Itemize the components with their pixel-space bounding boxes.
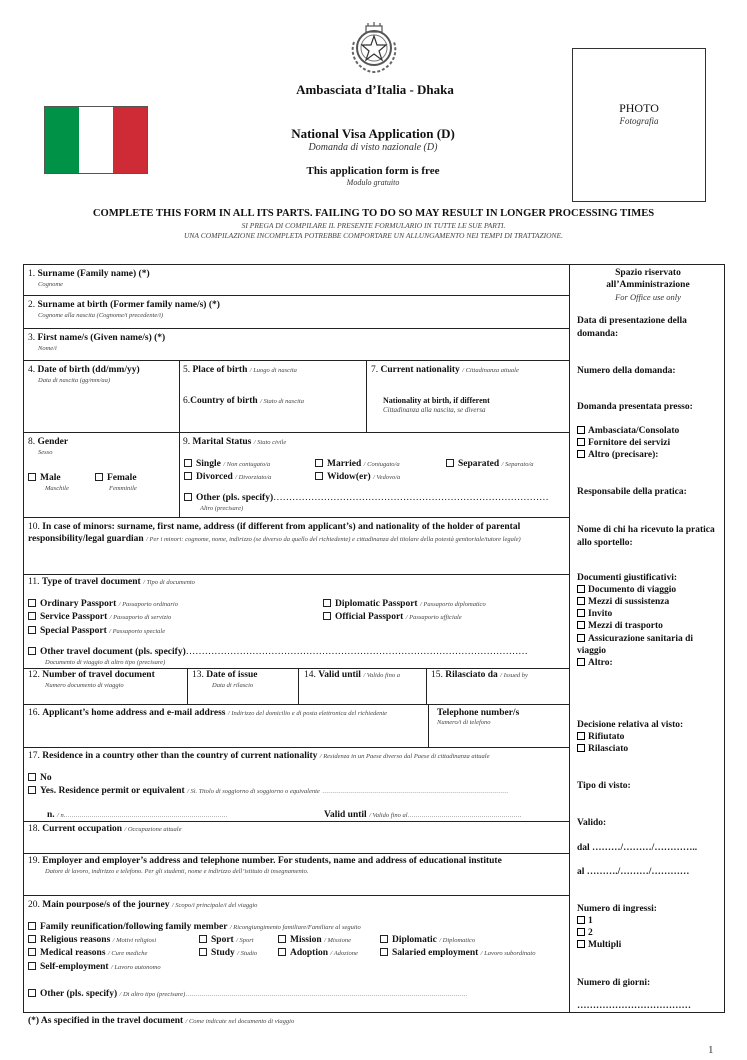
sidebar-doc3-option[interactable]: Invito xyxy=(577,609,612,619)
sidebar-title-en: For Office use only xyxy=(615,292,681,302)
male-checkbox[interactable] xyxy=(28,473,36,481)
embassy-title: Ambasciata d’Italia - Dhaka xyxy=(296,82,454,97)
free-note-it: Modulo gratuito xyxy=(346,178,400,187)
notice-it-1: SI PREGA DI COMPILARE IL PRESENTE FORMULARIO IN TUTTE LE SUE PARTI. xyxy=(241,221,506,230)
sidebar-entry-multi-option[interactable]: Multipli xyxy=(577,940,621,950)
sidebar-embassy-option[interactable]: Ambasciata/Consolato xyxy=(577,426,679,436)
marital-other-checkbox[interactable] xyxy=(184,493,192,501)
form-title-it: Domanda di visto nazionale (D) xyxy=(308,142,438,153)
field-issued-by[interactable]: 15. Rilasciato da / Issued by xyxy=(431,670,528,680)
doc-special-option[interactable]: Special Passport / Passaporto speciale xyxy=(28,626,165,636)
sidebar-refused-checkbox[interactable] xyxy=(577,732,585,740)
sidebar-doc6-checkbox[interactable] xyxy=(577,658,585,666)
field-surname-it: Cognome xyxy=(38,281,63,288)
diplomatic-checkbox[interactable] xyxy=(380,935,388,943)
italian-flag xyxy=(44,106,148,174)
photo-box xyxy=(572,48,706,202)
field-country-of-birth[interactable]: 6.Country of birth / Stato di nascita xyxy=(183,396,304,406)
adoption-checkbox[interactable] xyxy=(278,948,286,956)
doc-official-option[interactable]: Official Passport / Passaporto ufficiale xyxy=(323,612,462,622)
field-date-of-issue-it: Data di rilascio xyxy=(212,682,254,689)
notice-it-2: UNA COMPILAZIONE INCOMPLETA POTREBBE COMPORTARE UN ALLUNGAMENTO NEI TEMPI DI TRATTAZIONE. xyxy=(184,231,563,240)
doc-service-option[interactable]: Service Passport / Passaporto di servizio xyxy=(28,612,171,622)
service-checkbox[interactable] xyxy=(28,612,36,620)
field-valid-until[interactable]: 14. Valid until / Valido fino a xyxy=(304,670,400,680)
sidebar-valid-from[interactable]: dal ………/………/………….. xyxy=(577,843,698,853)
doc-diplomatic-option[interactable]: Diplomatic Passport / Passaporto diplomatico xyxy=(323,599,486,609)
sidebar-number: Numero della domanda: xyxy=(577,366,676,376)
sidebar-decision: Decisione relativa al visto: xyxy=(577,720,684,730)
sport-checkbox[interactable] xyxy=(199,935,207,943)
religious-checkbox[interactable] xyxy=(28,935,36,943)
field-employer[interactable]: 19. Employer and employer’s address and telephone number. For students, name and address of educational institute xyxy=(28,856,502,866)
footnote: (*) As specified in the travel document / Come indicate nel documento di viaggio xyxy=(28,1016,295,1026)
marital-widow-option[interactable]: Widow(er) / Vedovo/a xyxy=(315,472,400,482)
purpose-mission-option[interactable]: Mission / Missione xyxy=(278,935,351,945)
field-travel-doc-number[interactable]: 12. Number of travel document xyxy=(28,670,155,680)
diplomatic-passport-checkbox[interactable] xyxy=(323,599,331,607)
residence-no-checkbox[interactable] xyxy=(28,773,36,781)
field-home-address[interactable]: 16. Applicant’s home address and e-mail address / Indirizzo del domicilio e di posta elettronica del richiedente xyxy=(28,708,388,718)
purpose-other-option[interactable]: Other (pls. specify) / Di altro tipo (precisare)…………………………………………………………………………………………………………………………… xyxy=(28,989,564,999)
sidebar-valid: Valido: xyxy=(577,818,607,828)
sidebar-title-2: all’Amministrazione xyxy=(606,280,690,290)
residence-permit-valid-until[interactable]: Valid until / Valido fino al………………………………………………… xyxy=(324,810,522,820)
field-residence-other-country: 17. Residence in a country other than the country of current nationality / Residenza in un Paese diverso dal Paese di cittadinanza attuale xyxy=(28,751,490,761)
sidebar-doc2-option[interactable]: Mezzi di sussistenza xyxy=(577,597,669,607)
sidebar-entries: Numero di ingressi: xyxy=(577,904,657,914)
photo-label-it: Fotografia xyxy=(619,116,659,126)
field-purpose: 20. Main pourpose/s of the journey / Scopo/i principale/i del viaggio xyxy=(28,900,258,910)
sidebar-provider-option[interactable]: Fornitore dei servizi xyxy=(577,438,670,448)
sidebar-refused-option[interactable]: Rifiutato xyxy=(577,732,624,742)
photo-label: PHOTO xyxy=(619,101,659,115)
female-checkbox[interactable] xyxy=(95,473,103,481)
official-checkbox[interactable] xyxy=(323,612,331,620)
sidebar-title-1: Spazio riservato xyxy=(615,268,681,278)
residence-no-option[interactable]: No xyxy=(28,773,52,783)
purpose-religious-option[interactable]: Religious reasons / Motivi religiosi xyxy=(28,935,156,945)
purpose-diplomatic-option[interactable]: Diplomatic / Diplomatico xyxy=(380,935,475,945)
male-it: Maschile xyxy=(45,485,69,492)
field-minors-guardian[interactable]: 10. In case of minors: surname, first name, address (if different from applicant’s) and nationality of the holder of parental responsibility/legal guardian / Per i minori: cognome, nome, indirizzo (se diverso da quello del richiedente) e cittadinanza del titolare della potestà genitoriale/tutore legale) xyxy=(28,522,521,544)
purpose-sport-option[interactable]: Sport / Sport xyxy=(199,935,254,945)
sidebar-visa-type: Tipo di visto: xyxy=(577,781,631,791)
sidebar-entry-1-checkbox[interactable] xyxy=(577,916,585,924)
ordinary-checkbox[interactable] xyxy=(28,599,36,607)
field-nationality-at-birth[interactable]: Nationality at birth, if different xyxy=(383,396,490,405)
notice-main: COMPLETE THIS FORM IN ALL ITS PARTS. FAILING TO DO SO MAY RESULT IN LONGER PROCESSING TIMES xyxy=(92,208,655,219)
mission-checkbox[interactable] xyxy=(278,935,286,943)
purpose-other-checkbox[interactable] xyxy=(28,989,36,997)
field-marital-status: 9. Marital Status / Stato civile xyxy=(183,437,287,447)
purpose-study-option[interactable]: Study / Studio xyxy=(199,948,257,958)
doc-other-checkbox[interactable] xyxy=(28,647,36,655)
purpose-medical-option[interactable]: Medical reasons / Cure mediche xyxy=(28,948,147,958)
married-checkbox[interactable] xyxy=(315,459,323,467)
field-current-nationality[interactable]: 7. Current nationality / Cittadinanza attuale xyxy=(371,365,519,375)
purpose-self-employment-option[interactable]: Self-employment / Lavoro autonomo xyxy=(28,962,161,972)
residence-yes-checkbox[interactable] xyxy=(28,786,36,794)
purpose-family-option[interactable]: Family reunification/following family member / Ricongiungimento familiare/Familiare al seguito xyxy=(28,922,361,932)
form-title: National Visa Application (D) xyxy=(291,126,455,141)
field-first-names-it: Nome/i xyxy=(38,345,57,352)
sidebar-doc4-checkbox[interactable] xyxy=(577,621,585,629)
sidebar-days-input[interactable]: ……………………………… xyxy=(577,1001,691,1011)
field-date-of-issue[interactable]: 13. Date of issue xyxy=(192,670,258,680)
marital-divorced-option[interactable]: Divorced / Divorziato/a xyxy=(184,472,271,482)
marital-married-option[interactable]: Married / Coniugato/a xyxy=(315,459,400,469)
field-date-of-birth-it: Data di nascita (gg/mm/aa) xyxy=(38,377,111,384)
sidebar-issued-checkbox[interactable] xyxy=(577,744,585,752)
sidebar-entry-1-option[interactable]: 1 xyxy=(577,916,593,926)
purpose-salaried-option[interactable]: Salaried employment / Lavoro subordinato xyxy=(380,948,535,958)
single-checkbox[interactable] xyxy=(184,459,192,467)
field-gender-it: Sesso xyxy=(38,449,53,456)
study-checkbox[interactable] xyxy=(199,948,207,956)
gender-male-option[interactable]: Male xyxy=(28,473,61,483)
field-nationality-at-birth-it: Cittadinanza alla nascita, se diversa xyxy=(383,406,486,414)
field-surname-at-birth[interactable]: 2. Surname at birth (Former family name/s) (*) xyxy=(28,300,220,310)
sidebar-received: Nome di chi ha ricevuto la pratica allo sportello: xyxy=(577,525,715,548)
marital-other-option[interactable]: Other (pls. specify)…………………………………………………………………………… xyxy=(184,493,564,503)
sidebar-other-option[interactable]: Altro (precisare): xyxy=(577,450,658,460)
field-date-of-birth[interactable]: 4. Date of birth (dd/mm/yy) xyxy=(28,365,140,375)
sidebar-doc1-option[interactable]: Documento di viaggio xyxy=(577,585,676,595)
field-travel-document-type: 11. Type of travel document / Tipo di documento xyxy=(28,577,195,587)
sidebar-entry-multi-checkbox[interactable] xyxy=(577,940,585,948)
field-gender: 8. Gender xyxy=(28,437,69,447)
sidebar-days: Numero di giorni: xyxy=(577,978,651,988)
sidebar-doc3-checkbox[interactable] xyxy=(577,609,585,617)
field-surname-at-birth-it: Cognome alla nascita (Cognome/i precedente/i) xyxy=(38,312,164,319)
divorced-checkbox[interactable] xyxy=(184,472,192,480)
doc-other-it: Documento di viaggio di altro tipo (precisare) xyxy=(45,659,166,666)
salaried-checkbox[interactable] xyxy=(380,948,388,956)
sidebar-valid-to[interactable]: al ………./………/………… xyxy=(577,867,690,877)
sidebar-other-checkbox[interactable] xyxy=(577,450,585,458)
purpose-adoption-option[interactable]: Adoption / Adozione xyxy=(278,948,358,958)
doc-other-option[interactable]: Other travel document (pls. specify)……………………………………………………………………………………………… xyxy=(28,647,564,657)
separated-checkbox[interactable] xyxy=(446,459,454,467)
sidebar-doc4-option[interactable]: Mezzi di trasporto xyxy=(577,621,663,631)
marital-other-it: Altro (precisare) xyxy=(200,505,244,512)
sidebar-doc1-checkbox[interactable] xyxy=(577,585,585,593)
sidebar-doc2-checkbox[interactable] xyxy=(577,597,585,605)
marital-separated-option[interactable]: Separated / Separato/a xyxy=(446,459,534,469)
special-checkbox[interactable] xyxy=(28,626,36,634)
medical-checkbox[interactable] xyxy=(28,948,36,956)
field-travel-doc-number-it: Numero documento di viaggio xyxy=(45,682,124,689)
sidebar-doc5-option[interactable]: Assicurazione sanitaria di viaggio xyxy=(577,634,694,656)
doc-ordinary-option[interactable]: Ordinary Passport / Passaporto ordinario xyxy=(28,599,178,609)
sidebar-doc5-checkbox[interactable] xyxy=(577,634,585,642)
marital-single-option[interactable]: Single / Non coniugato/a xyxy=(184,459,270,469)
italian-emblem-icon xyxy=(346,20,402,76)
sidebar-entry-2-option[interactable]: 2 xyxy=(577,928,593,938)
sidebar-date: Data di presentazione della domanda: xyxy=(577,316,687,339)
widow-checkbox[interactable] xyxy=(315,472,323,480)
sidebar-responsible: Responsabile della pratica: xyxy=(577,487,687,497)
sidebar-docs: Documenti giustificativi: xyxy=(577,573,678,583)
self-employment-checkbox[interactable] xyxy=(28,962,36,970)
page-number: 1 xyxy=(708,1044,714,1056)
field-current-occupation[interactable]: 18. Current occupation / Occupazione attuale xyxy=(28,824,182,834)
sidebar-embassy-checkbox[interactable] xyxy=(577,426,585,434)
family-checkbox[interactable] xyxy=(28,922,36,930)
female-it: Femminile xyxy=(109,485,137,492)
field-place-of-birth[interactable]: 5. Place of birth / Luogo di nascita xyxy=(183,365,297,375)
residence-permit-number[interactable]: n. / n.……………………………………………………………………… xyxy=(47,810,228,820)
sidebar-issued-option[interactable]: Rilasciato xyxy=(577,744,628,754)
sidebar-entry-2-checkbox[interactable] xyxy=(577,928,585,936)
field-employer-it: Datore di lavoro, indirizzo e telefono. Per gli studenti, nome e indirizzo dell’istituto di insegnamento. xyxy=(45,868,309,875)
gender-female-option[interactable]: Female xyxy=(95,473,137,483)
field-telephone[interactable]: Telephone number/s xyxy=(437,708,520,718)
residence-yes-option[interactable]: Yes. Residence permit or equivalent / Sì. Titolo di soggiorno di soggiorno o equivalente ………………………………………………………………………………… xyxy=(28,786,564,796)
sidebar-provider-checkbox[interactable] xyxy=(577,438,585,446)
sidebar-presented: Domanda presentata presso: xyxy=(577,402,693,412)
field-telephone-it: Numero/i di telefono xyxy=(437,719,491,726)
field-first-names[interactable]: 3. First name/s (Given name/s) (*) xyxy=(28,333,166,343)
field-surname[interactable]: 1. Surname (Family name) (*) xyxy=(28,269,150,279)
free-note: This application form is free xyxy=(306,165,440,177)
sidebar-doc6-option[interactable]: Altro: xyxy=(577,658,613,668)
